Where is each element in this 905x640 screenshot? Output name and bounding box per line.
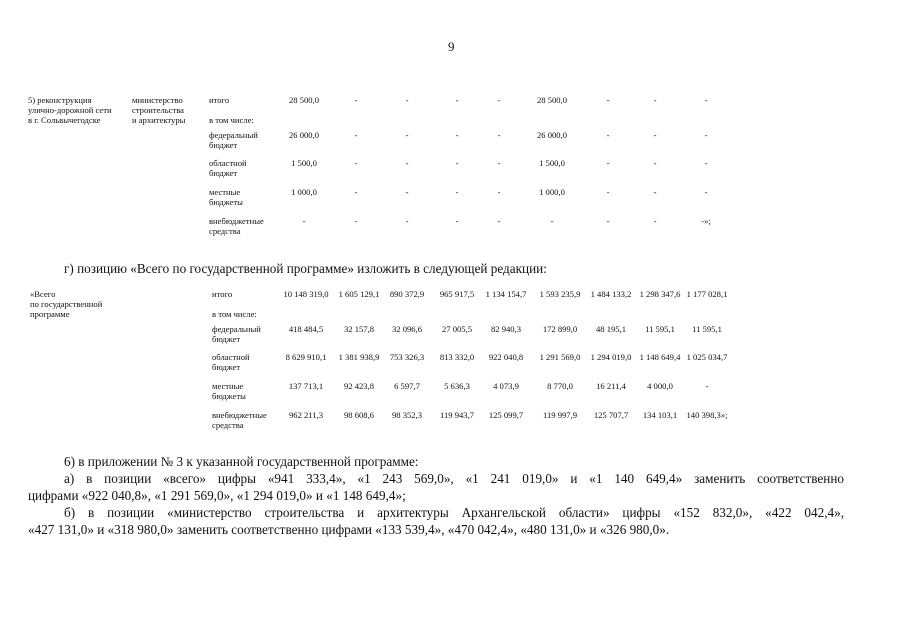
table-cell: 5 636,3	[444, 381, 470, 391]
table-cell: -	[653, 216, 657, 226]
executor-line: строительства	[132, 105, 184, 115]
table-cell: 813 332,0	[439, 352, 475, 362]
table-cell: 1 000,0	[539, 187, 565, 197]
table-cell: 26 000,0	[288, 130, 320, 140]
table-cell: -	[497, 158, 501, 168]
table-cell: 16 211,4	[596, 381, 626, 391]
row-label: местные	[209, 187, 241, 197]
table-cell: -	[497, 187, 501, 197]
paragraph-6a-line2: цифрами «922 040,8», «1 291 569,0», «1 294 019,0» и «1 148 649,4»;	[28, 488, 406, 503]
table-cell: 1 148 649,4	[639, 352, 681, 362]
table-cell: -	[455, 95, 459, 105]
table-cell: 26 000,0	[536, 130, 568, 140]
table-cell: -	[606, 158, 610, 168]
table-cell: 890 372,9	[389, 289, 425, 299]
table-cell: -	[606, 130, 610, 140]
table-cell: 1 500,0	[291, 158, 317, 168]
table-cell: 119 943,7	[439, 410, 475, 420]
row-label: средства	[212, 420, 244, 430]
table-cell: -	[497, 216, 501, 226]
table-cell: -	[653, 187, 657, 197]
table-cell: 965 917,5	[439, 289, 475, 299]
table-cell: 134 103,1	[642, 410, 678, 420]
table-cell: 27 005,5	[441, 324, 473, 334]
table-cell: 172 899,0	[542, 324, 578, 334]
table-cell: 10 148 319,0	[283, 289, 329, 299]
table-cell: 1 381 938,9	[338, 352, 380, 362]
table-cell: -	[354, 187, 358, 197]
page-number: 9	[448, 39, 455, 54]
row-name-line: программе	[30, 309, 70, 319]
row-label: бюджет	[212, 362, 241, 372]
table-cell: 28 500,0	[536, 95, 568, 105]
paragraph-6b-line1: б) в позиции «министерство строительства и архитектуры Архангельской области» цифры «152 832,0», «422 042,4»,	[64, 505, 844, 520]
paragraph-6a-line1: а) в позиции «всего» цифры «941 333,4», «1 243 569,0», «1 241 019,0» и «1 140 649,4» заменить соответственно	[64, 471, 844, 486]
table-cell: 753 326,3	[389, 352, 425, 362]
row-label: местные	[212, 381, 244, 391]
table-cell: 98 608,6	[343, 410, 375, 420]
row-label: внебюджетные	[209, 216, 264, 226]
row-name-line: улично-дорожной сети	[28, 105, 112, 115]
table-cell: -	[354, 95, 358, 105]
table-cell: 140 398,3»;	[686, 410, 728, 420]
row-label: федеральный	[212, 324, 261, 334]
table-cell: 1 500,0	[539, 158, 565, 168]
table-cell: 4 073,9	[493, 381, 519, 391]
table-cell: 125 707,7	[593, 410, 629, 420]
table-cell: -	[606, 216, 610, 226]
table-cell: 98 352,3	[391, 410, 423, 420]
table-cell: 1 593 235,9	[539, 289, 581, 299]
table-cell: 1 605 129,1	[338, 289, 380, 299]
table-cell: -	[405, 216, 409, 226]
paragraph-g: г) позицию «Всего по государственной программе» изложить в следующей редакции:	[64, 261, 547, 276]
table-cell: -»;	[701, 216, 711, 226]
table-cell: 1 025 034,7	[686, 352, 728, 362]
table-cell: 11 595,1	[692, 324, 722, 334]
table-cell: -	[354, 216, 358, 226]
table-cell: -	[405, 187, 409, 197]
table-cell: -	[704, 95, 708, 105]
table-cell: 48 195,1	[595, 324, 627, 334]
table-cell: -	[497, 130, 501, 140]
row-label: в том числе:	[209, 115, 254, 125]
table-cell: 28 500,0	[288, 95, 320, 105]
table-cell: -	[302, 216, 306, 226]
table-cell: -	[653, 130, 657, 140]
table-cell: 8 629 910,1	[285, 352, 327, 362]
table-cell: 8 770,0	[547, 381, 573, 391]
table-cell: -	[497, 95, 501, 105]
table-cell: -	[405, 130, 409, 140]
table-cell: 137 713,1	[288, 381, 324, 391]
row-label: бюджеты	[209, 197, 243, 207]
executor-line: министерство	[132, 95, 183, 105]
row-name-line: «Всего	[30, 289, 56, 299]
table-cell: 32 096,6	[391, 324, 423, 334]
table-cell: 92 423,8	[343, 381, 375, 391]
row-label: бюджет	[209, 168, 238, 178]
row-label: областной	[212, 352, 250, 362]
table-cell: 1 177 028,1	[686, 289, 728, 299]
table-cell: -	[704, 130, 708, 140]
table-cell: -	[606, 95, 610, 105]
table-cell: -	[653, 158, 657, 168]
table-cell: 1 298 347,6	[639, 289, 681, 299]
table-cell: 119 997,9	[542, 410, 578, 420]
table-cell: -	[704, 158, 708, 168]
executor-line: и архитектуры	[132, 115, 186, 125]
row-name-line: в г. Сольвычегодске	[28, 115, 101, 125]
table-cell: -	[405, 95, 409, 105]
table-cell: 6 597,7	[394, 381, 420, 391]
row-label: бюджет	[209, 140, 238, 150]
row-label: внебюджетные	[212, 410, 267, 420]
table-cell: -	[455, 130, 459, 140]
table-cell: -	[704, 187, 708, 197]
table-cell: -	[354, 158, 358, 168]
table-cell: -	[405, 158, 409, 168]
table-cell: -	[354, 130, 358, 140]
table-cell: 32 157,8	[343, 324, 375, 334]
table-cell: 1 291 569,0	[539, 352, 581, 362]
row-label: средства	[209, 226, 241, 236]
paragraph-6b-line2: «427 131,0» и «318 980,0» заменить соответственно цифрами «133 539,4», «470 042,4», «480 131,0» и «326 980,0».	[28, 522, 670, 537]
table-cell: -	[653, 95, 657, 105]
row-name-line: по государственной	[30, 299, 103, 309]
table-cell: 418 484,5	[288, 324, 324, 334]
row-label: областной	[209, 158, 247, 168]
row-label: в том числе:	[212, 309, 257, 319]
table-cell: -	[550, 216, 554, 226]
table-cell: 1 000,0	[291, 187, 317, 197]
table-cell: -	[705, 381, 709, 391]
row-label: итого	[209, 95, 230, 105]
row-label: итого	[212, 289, 233, 299]
table-cell: 82 940,3	[490, 324, 522, 334]
table-cell: 125 099,7	[488, 410, 524, 420]
table-cell: 1 134 154,7	[485, 289, 527, 299]
table-cell: 4 000,0	[647, 381, 673, 391]
table-cell: 962 211,3	[288, 410, 324, 420]
table-cell: -	[455, 216, 459, 226]
table-cell: -	[455, 187, 459, 197]
row-label: федеральный	[209, 130, 258, 140]
row-name-line: 5) реконструкция	[28, 95, 92, 105]
table-cell: 11 595,1	[645, 324, 675, 334]
table-cell: 922 040,8	[488, 352, 524, 362]
paragraph-6-intro: 6) в приложении № 3 к указанной государственной программе:	[64, 454, 419, 469]
table-cell: 1 484 133,2	[590, 289, 632, 299]
row-label: бюджет	[212, 334, 241, 344]
row-label: бюджеты	[212, 391, 246, 401]
table-cell: 1 294 019,0	[590, 352, 632, 362]
table-cell: -	[606, 187, 610, 197]
table-cell: -	[455, 158, 459, 168]
